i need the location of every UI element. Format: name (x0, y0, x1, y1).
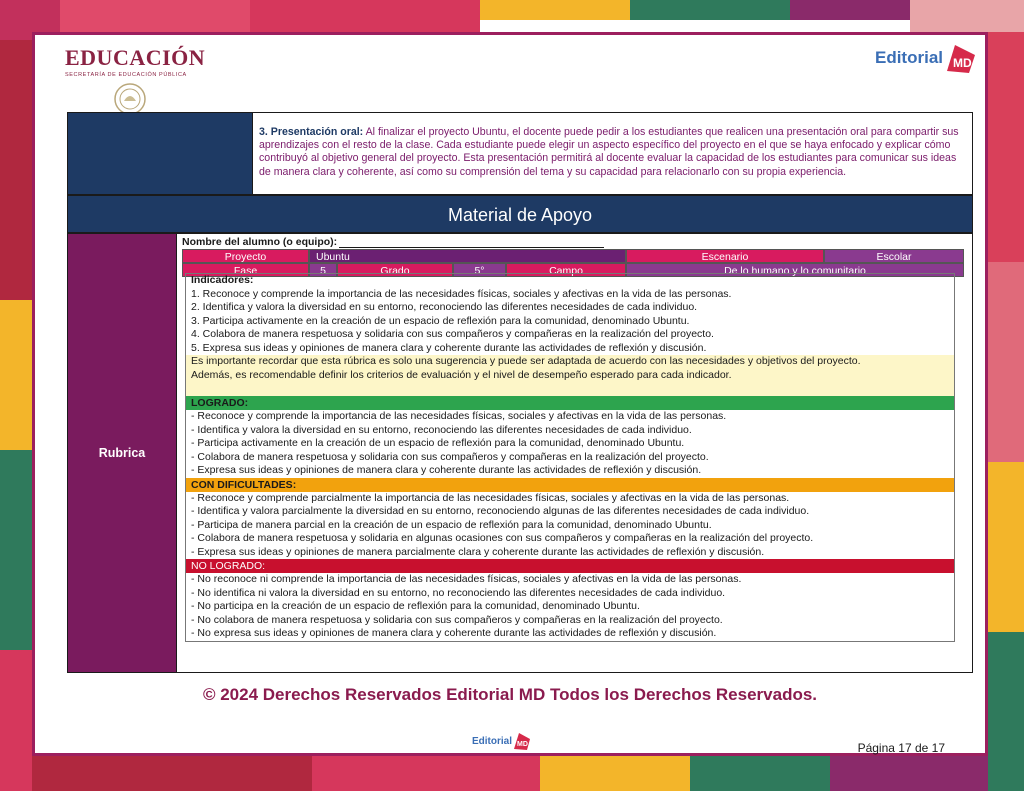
sep-logo (65, 45, 205, 121)
rubric-note (186, 355, 954, 396)
background-block (540, 756, 690, 791)
publisher-badge: MD (953, 56, 972, 70)
dificultades-item: - Reconoce y comprende parcialmente la importancia de las necesidades físicas, sociales y afectivas en la vida de las personas. (191, 491, 790, 504)
student-name-label: Nombre del alumno (o equipo): (182, 236, 338, 248)
note-line: Además, es recomendable definir los criterios de evaluación y el nivel de desempeño esperado para cada indicador. (191, 368, 732, 381)
background-block (830, 756, 988, 791)
rubric-table (67, 233, 973, 673)
no-logrado-item: - No reconoce ni comprende la importancia de las necesidades físicas, sociales y afectivas en la vida de las personas. (191, 573, 742, 585)
presentation-text-cell (253, 113, 972, 194)
background-block (630, 0, 790, 20)
no-logrado-section (186, 573, 954, 641)
rubric-content (185, 273, 955, 642)
footer-publisher-badge: MD (517, 741, 528, 748)
no-logrado-item: - No expresa sus ideas y opiniones de manera clara y coherente durante las actividades de reflexión y discusión. (191, 627, 717, 639)
indicators-section (186, 274, 954, 355)
rubric-side-label: Rubrica (68, 234, 177, 672)
education-subtitle: SECRETARÍA DE EDUCACIÓN PÚBLICA (65, 72, 187, 78)
background-block (250, 0, 480, 32)
no-logrado-item: - No colabora de manera respetuosa y solidaria con sus compañeros y compañeras en la realización del proyecto. (191, 613, 723, 626)
escenario-value: Escolar (824, 249, 964, 263)
logrado-item: - Participa activamente en la creación de un espacio de reflexión para la comunidad, denominado Ubuntu. (191, 437, 685, 449)
fase-label: Fase (182, 263, 309, 277)
rubric-header-row-1 (182, 249, 964, 263)
logrado-item: - Expresa sus ideas y opiniones de manera clara y coherente durante las actividades de reflexión y discusión. (191, 464, 702, 476)
education-title: EDUCACIÓN (65, 45, 206, 70)
indicators-title: Indicadores: (191, 274, 254, 286)
escenario-label: Escenario (626, 249, 824, 263)
seal-icon (113, 82, 147, 116)
logrado-item: - Reconoce y comprende la importancia de las necesidades físicas, sociales y afectivas en la vida de las personas. (191, 410, 727, 422)
presentation-table (67, 112, 973, 195)
campo-value: De lo humano y lo comunitario (626, 263, 964, 277)
grado-value: 5° (453, 263, 506, 277)
background-block (0, 650, 32, 791)
presentation-label: 3. Presentación oral: (259, 126, 364, 138)
background-block (690, 756, 830, 791)
background-block (0, 450, 32, 650)
background-block (312, 756, 540, 791)
md-badge-icon (945, 41, 977, 75)
indicator-item: 3. Participa activamente en la creación de un espacio de reflexión para la comunidad, denominado Ubuntu. (191, 314, 690, 327)
background-block (988, 262, 1024, 462)
no-logrado-title: NO LOGRADO: (186, 559, 954, 573)
fase-value: 5 (309, 263, 337, 277)
logrado-title: LOGRADO: (186, 396, 954, 410)
logrado-item: - Identifica y valora la diversidad en su entorno, reconociendo las diferentes necesidades de cada individuo. (191, 423, 692, 436)
indicator-item: 1. Reconoce y comprende la importancia de las necesidades físicas, sociales y afectivas en la vida de las personas. (191, 287, 732, 300)
proyecto-value: Ubuntu (309, 249, 626, 263)
indicator-item: 2. Identifica y valora la diversidad en su entorno, reconociendo las diferentes necesidades de cada individuo. (191, 301, 698, 313)
background-block (988, 632, 1024, 791)
dificultades-item: - Identifica y valora parcialmente la diversidad en su entorno, reconociendo algunas de las diferentes necesidades de cada individuo. (191, 505, 810, 517)
background-block (0, 40, 32, 300)
background-block (988, 462, 1024, 632)
background-block (0, 300, 32, 450)
presentation-side-cell (68, 113, 253, 194)
proyecto-label: Proyecto (182, 249, 309, 263)
background-block (480, 0, 630, 20)
background-block (32, 756, 312, 791)
campo-label: Campo (506, 263, 626, 277)
page-number: Página 17 de 17 (857, 741, 945, 755)
document-page (32, 32, 988, 756)
note-line: Es importante recordar que esta rúbrica es solo una sugerencia y puede ser adaptada de acuerdo con las necesidades y objetivos del proyecto. (191, 355, 861, 367)
copyright-notice: © 2024 Derechos Reservados Editorial MD Todos los Derechos Reservados. (202, 685, 818, 704)
footer-publisher-text: Editorial (472, 735, 513, 747)
student-name-line (339, 247, 604, 248)
editorial-md-logo (875, 41, 977, 75)
grado-label: Grado (337, 263, 453, 277)
student-name-field[interactable] (182, 236, 604, 248)
dificultades-item: - Participa de manera parcial en la creación de un espacio de reflexión para la comunidad, denominado Ubuntu. (191, 518, 712, 531)
dificultades-item: - Colabora de manera respetuosa y solidaria en algunas ocasiones con sus compañeros y compañeras en la realización del proyecto. (191, 532, 814, 544)
background-block (988, 32, 1024, 262)
no-logrado-item: - No participa en la creación de un espacio de reflexión para la comunidad, denominado Ubuntu. (191, 600, 640, 612)
dificultades-item: - Expresa sus ideas y opiniones de manera parcialmente clara y coherente durante las actividades de reflexión y discusión. (191, 545, 765, 558)
background-block (910, 0, 1024, 32)
background-block (790, 0, 910, 20)
rubric-main (177, 234, 972, 672)
logrado-section (186, 410, 954, 478)
dificultades-section (186, 492, 954, 560)
material-title: Material de Apoyo (67, 195, 973, 233)
presentation-text: Al finalizar el proyecto Ubuntu, el docente puede pedir a los estudiantes que realicen una presentación oral para compartir sus aprendizajes con el resto de la clase. Cada estudiante puede elegir un aspecto específico del proyecto en el que se haya enfocado y explicar cómo contribuyó al objetivo general del proyecto. Esta presentación permitirá al docente evaluar la capacidad de los estudiantes para comunicar sus ideas de manera clara y coherente, así como su comprensión del tema y su capacidad para relacionarlo con su propia experiencia. (259, 126, 959, 178)
dificultades-title: CON DIFICULTADES: (186, 478, 954, 492)
publisher-text: Editorial (874, 48, 943, 67)
indicator-item: 4. Colabora de manera respetuosa y solidaria con sus compañeros y compañeras en la realización del proyecto. (191, 328, 714, 340)
indicator-item: 5. Expresa sus ideas y opiniones de manera clara y coherente durante las actividades de reflexión y discusión. (191, 341, 707, 354)
background-block (60, 0, 250, 32)
md-badge-icon (513, 731, 531, 751)
footer-editorial-logo (472, 731, 531, 751)
no-logrado-item: - No identifica ni valora la diversidad en su entorno, no reconociendo las diferentes necesidades de cada individuo. (191, 586, 726, 599)
logrado-item: - Colabora de manera respetuosa y solidaria con sus compañeros y compañeras en la realización del proyecto. (191, 450, 709, 463)
